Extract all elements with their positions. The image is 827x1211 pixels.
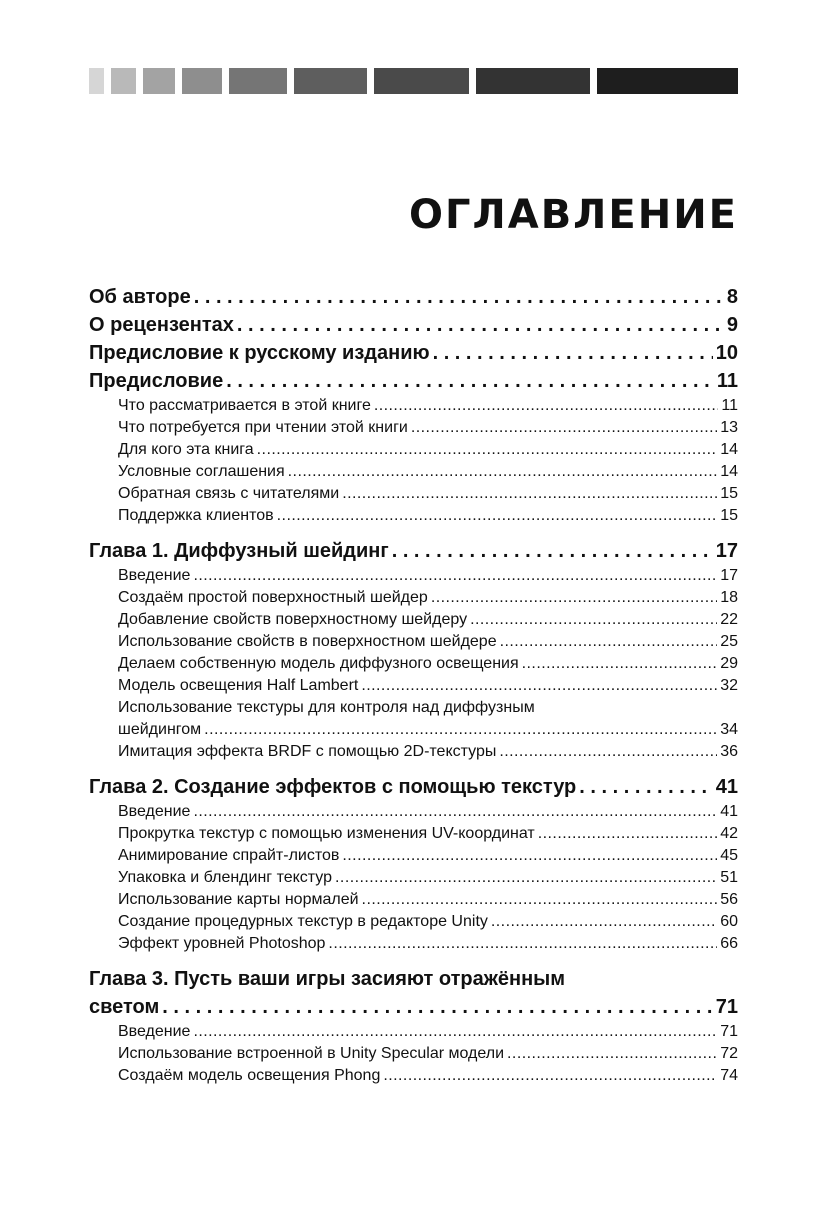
- toc-subentry-title: Условные соглашения: [118, 463, 285, 480]
- toc-subentry-page: 42: [720, 825, 738, 842]
- toc-subentry[interactable]: [89, 395, 738, 417]
- toc-subentry-title: Прокрутка текстур с помощью изменения UV-координат: [118, 825, 535, 842]
- dot-leader: [328, 933, 717, 955]
- toc-sublist-chapter-3: [89, 1021, 738, 1087]
- dot-leader: [383, 1065, 717, 1087]
- toc-subentry-title: Использование карты нормалей: [118, 891, 359, 908]
- toc-entry-title: светом: [89, 996, 160, 1018]
- dot-leader: [162, 993, 712, 1021]
- dot-leader: [237, 311, 724, 339]
- toc-entry-title: Предисловие к русскому изданию: [89, 342, 430, 364]
- toc-subentry-title: Создаём простой поверхностный шейдер: [118, 589, 428, 606]
- dot-leader: [392, 537, 713, 565]
- toc-subentry-wrapped-line[interactable]: Использование текстуры для контроля над диффузным: [118, 699, 535, 716]
- toc-subentry-page: 17: [720, 567, 738, 584]
- bar-segment: [143, 68, 175, 94]
- dot-leader: [538, 823, 717, 845]
- toc-subentry[interactable]: [89, 609, 738, 631]
- dot-leader: [226, 367, 714, 395]
- toc-subentry[interactable]: [89, 823, 738, 845]
- toc-subentry-title: Что потребуется при чтении этой книги: [118, 419, 408, 436]
- toc-subentry-page: 66: [720, 935, 738, 952]
- toc-entry-page: 17: [715, 540, 738, 562]
- toc-sublist-chapter-2: [89, 801, 738, 955]
- toc-subentry-page: 11: [721, 397, 738, 414]
- toc-entry-page: 41: [715, 776, 738, 798]
- toc-subentry-title: Добавление свойств поверхностному шейдеру: [118, 611, 468, 628]
- toc-subentry-title: Поддержка клиентов: [118, 507, 274, 524]
- toc-entry-preface[interactable]: [89, 367, 738, 395]
- toc-subentry-page: 25: [720, 633, 738, 650]
- toc-entry-title: Об авторе: [89, 286, 191, 308]
- toc-subentry[interactable]: [89, 719, 738, 741]
- toc-subentry-title: Использование свойств в поверхностном шейдере: [118, 633, 497, 650]
- toc-subentry[interactable]: [89, 653, 738, 675]
- bar-segment: [89, 68, 104, 94]
- toc-subentry-page: 29: [720, 655, 738, 672]
- section-gap: [89, 527, 738, 537]
- toc-entry-page: 11: [716, 370, 738, 392]
- toc-subentry[interactable]: [89, 1021, 738, 1043]
- bar-segment: [229, 68, 287, 94]
- toc-subentry[interactable]: [89, 889, 738, 911]
- toc-subentry-title: Введение: [118, 803, 191, 820]
- toc-subentry-title: шейдингом: [118, 721, 202, 738]
- bar-segment: [476, 68, 590, 94]
- toc-subentry-page: 13: [720, 419, 738, 436]
- dot-leader: [507, 1043, 717, 1065]
- toc-entry-chapter-1[interactable]: [89, 537, 738, 565]
- dot-leader: [257, 439, 718, 461]
- dot-leader: [470, 609, 717, 631]
- toc-subentry[interactable]: [89, 867, 738, 889]
- toc-subentry[interactable]: [89, 417, 738, 439]
- toc-subentry-page: 14: [720, 463, 738, 480]
- bar-segment: [294, 68, 367, 94]
- toc-entry-chapter-2[interactable]: [89, 773, 738, 801]
- toc-subentry[interactable]: [89, 631, 738, 653]
- toc-subentry-page: 15: [720, 507, 738, 524]
- dot-leader: [500, 631, 718, 653]
- toc-subentry-title: Модель освещения Half Lambert: [118, 677, 359, 694]
- dot-leader: [194, 283, 724, 311]
- toc-subentry[interactable]: [89, 911, 738, 933]
- dot-leader: [204, 719, 717, 741]
- toc-entry-page: 9: [726, 314, 738, 336]
- toc-entry-ru-preface[interactable]: [89, 339, 738, 367]
- toc-subentry-page: 18: [720, 589, 738, 606]
- dot-leader: [277, 505, 718, 527]
- toc-subentry-title: Использование встроенной в Unity Specular модели: [118, 1045, 505, 1062]
- toc-subentry[interactable]: [89, 933, 738, 955]
- toc-subentry-page: 41: [720, 803, 738, 820]
- toc-subentry-title: Анимирование спрайт-листов: [118, 847, 340, 864]
- toc-subentry-page: 71: [720, 1023, 738, 1040]
- dot-leader: [362, 889, 718, 911]
- toc-entry-title: О рецензентах: [89, 314, 234, 336]
- toc-subentry-title: Создаём модель освещения Phong: [118, 1067, 381, 1084]
- toc-subentry-page: 56: [720, 891, 738, 908]
- toc-subentry[interactable]: [89, 505, 738, 527]
- toc-subentry[interactable]: [89, 845, 738, 867]
- bar-segment: [374, 68, 469, 94]
- table-of-contents: [89, 283, 738, 1087]
- dot-leader: [579, 773, 712, 801]
- dot-leader: [491, 911, 717, 933]
- toc-subentry-page: 72: [720, 1045, 738, 1062]
- toc-subentry-title: Эффект уровней Photoshop: [118, 935, 326, 952]
- toc-subentry-title: Упаковка и блендинг текстур: [118, 869, 333, 886]
- toc-sublist-preface: [89, 395, 738, 527]
- toc-entry-title: Глава 2. Создание эффектов с помощью текстур: [89, 776, 577, 798]
- dot-leader: [522, 653, 718, 675]
- dot-leader: [342, 483, 717, 505]
- toc-subentry[interactable]: [89, 1065, 738, 1087]
- toc-subentry-page: 74: [720, 1067, 738, 1084]
- toc-subentry[interactable]: [89, 801, 738, 823]
- toc-subentry-page: 34: [720, 721, 738, 738]
- bar-segment: [111, 68, 136, 94]
- toc-subentry-page: 22: [720, 611, 738, 628]
- toc-subentry[interactable]: [89, 439, 738, 461]
- toc-entry-title: Глава 1. Диффузный шейдинг: [89, 540, 389, 562]
- toc-subentry-page: 32: [720, 677, 738, 694]
- bar-segment: [597, 68, 738, 94]
- toc-subentry-title: Введение: [118, 567, 191, 584]
- toc-subentry-title: Введение: [118, 1023, 191, 1040]
- dot-leader: [361, 675, 717, 697]
- toc-subentry-page: 14: [720, 441, 738, 458]
- dot-leader: [374, 395, 719, 417]
- toc-subentry-title: Для кого эта книга: [118, 441, 254, 458]
- section-gap: [89, 763, 738, 773]
- toc-subentry-title: Имитация эффекта BRDF с помощью 2D-текстуры: [118, 743, 497, 760]
- dot-leader: [193, 565, 717, 587]
- dot-leader: [193, 801, 717, 823]
- bar-segment: [182, 68, 222, 94]
- toc-entry-page: 8: [726, 286, 738, 308]
- section-gap: [89, 955, 738, 965]
- toc-entry-author[interactable]: [89, 283, 738, 311]
- toc-subentry[interactable]: [89, 675, 738, 697]
- toc-entry-page: 71: [715, 996, 738, 1018]
- toc-entry-title: Предисловие: [89, 370, 224, 392]
- toc-subentry[interactable]: [89, 1043, 738, 1065]
- toc-subentry-page: 15: [720, 485, 738, 502]
- toc-entry-chapter-3[interactable]: [89, 993, 738, 1021]
- dot-leader: [499, 741, 717, 763]
- toc-subentry-page: 45: [720, 847, 738, 864]
- toc-sublist-chapter-1: [89, 565, 738, 763]
- dot-leader: [288, 461, 718, 483]
- toc-subentry-title: Что рассматривается в этой книге: [118, 397, 371, 414]
- page-title: ОГЛАВЛЕНИЕ: [409, 192, 738, 238]
- toc-subentry[interactable]: [89, 565, 738, 587]
- toc-subentry-page: 60: [720, 913, 738, 930]
- toc-entry-page: 10: [715, 342, 738, 364]
- toc-entry-chapter-3-line1[interactable]: Глава 3. Пусть ваши игры засияют отражённым: [89, 968, 566, 990]
- dot-leader: [335, 867, 717, 889]
- toc-subentry-title: Создание процедурных текстур в редакторе Unity: [118, 913, 488, 930]
- dot-leader: [431, 587, 717, 609]
- dot-leader: [433, 339, 713, 367]
- toc-subentry[interactable]: [89, 461, 738, 483]
- toc-subentry[interactable]: [89, 741, 738, 763]
- toc-subentry[interactable]: [89, 483, 738, 505]
- toc-subentry-title: Обратная связь с читателями: [118, 485, 340, 502]
- dot-leader: [193, 1021, 717, 1043]
- dot-leader: [411, 417, 717, 439]
- toc-subentry-title: Делаем собственную модель диффузного освещения: [118, 655, 519, 672]
- toc-subentry-page: 51: [720, 869, 738, 886]
- toc-subentry-page: 36: [720, 743, 738, 760]
- dot-leader: [342, 845, 717, 867]
- toc-subentry[interactable]: [89, 587, 738, 609]
- toc-entry-reviewers[interactable]: [89, 311, 738, 339]
